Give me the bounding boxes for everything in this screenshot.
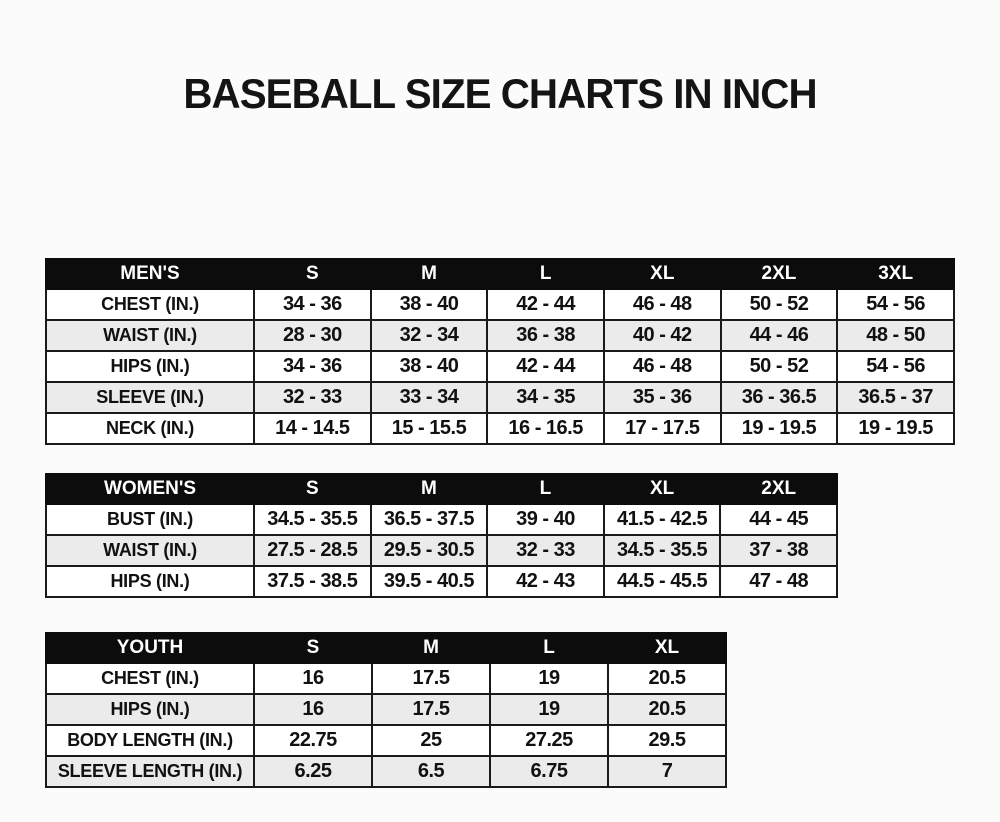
value-cell: 17.5 — [372, 694, 490, 725]
header-row — [46, 474, 837, 504]
value-cell: 19 — [490, 663, 608, 694]
value-cell: 54 - 56 — [837, 289, 954, 320]
value-cell: 44 - 45 — [720, 504, 837, 535]
value-cell: 14 - 14.5 — [254, 413, 371, 444]
header-row — [46, 633, 726, 663]
size-header-cell: 2XL — [720, 474, 837, 504]
value-cell: 34.5 - 35.5 — [254, 504, 371, 535]
value-cell: 22.75 — [254, 725, 372, 756]
value-cell: 36.5 - 37.5 — [371, 504, 488, 535]
table-row — [46, 289, 954, 320]
value-cell: 17.5 — [372, 663, 490, 694]
value-cell: 29.5 — [608, 725, 726, 756]
value-cell: 50 - 52 — [721, 289, 838, 320]
value-cell: 46 - 48 — [604, 289, 721, 320]
row-label-cell: BUST (IN.) — [46, 504, 254, 535]
size-header-cell: S — [254, 259, 371, 289]
value-cell: 34 - 36 — [254, 289, 371, 320]
value-cell: 25 — [372, 725, 490, 756]
size-header-cell: XL — [604, 474, 721, 504]
row-label-cell: HIPS (IN.) — [46, 694, 254, 725]
page-title: BASEBALL SIZE CHARTS IN INCH — [183, 70, 817, 117]
size-header-cell: 3XL — [837, 259, 954, 289]
value-cell: 44.5 - 45.5 — [604, 566, 721, 597]
row-label-cell: HIPS (IN.) — [46, 351, 254, 382]
row-label-cell: SLEEVE LENGTH (IN.) — [46, 756, 254, 787]
size-header-cell: L — [487, 474, 604, 504]
row-label-cell: CHEST (IN.) — [46, 663, 254, 694]
row-label-cell: WAIST (IN.) — [46, 535, 254, 566]
value-cell: 40 - 42 — [604, 320, 721, 351]
value-cell: 29.5 - 30.5 — [371, 535, 488, 566]
row-label-cell: BODY LENGTH (IN.) — [46, 725, 254, 756]
value-cell: 39.5 - 40.5 — [371, 566, 488, 597]
size-header-cell: M — [371, 259, 488, 289]
header-row — [46, 259, 954, 289]
row-label-cell: NECK (IN.) — [46, 413, 254, 444]
table-row — [46, 566, 837, 597]
size-header-cell: L — [487, 259, 604, 289]
table-title-cell: WOMEN'S — [46, 474, 254, 504]
size-table-mens — [45, 258, 955, 445]
value-cell: 20.5 — [608, 694, 726, 725]
value-cell: 19 — [490, 694, 608, 725]
size-header-cell: S — [254, 474, 371, 504]
value-cell: 47 - 48 — [720, 566, 837, 597]
value-cell: 28 - 30 — [254, 320, 371, 351]
value-cell: 16 — [254, 663, 372, 694]
value-cell: 16 - 16.5 — [487, 413, 604, 444]
value-cell: 27.25 — [490, 725, 608, 756]
value-cell: 6.75 — [490, 756, 608, 787]
size-header-cell: L — [490, 633, 608, 663]
size-header-cell: XL — [608, 633, 726, 663]
value-cell: 54 - 56 — [837, 351, 954, 382]
value-cell: 32 - 34 — [371, 320, 488, 351]
value-cell: 33 - 34 — [371, 382, 488, 413]
value-cell: 42 - 43 — [487, 566, 604, 597]
table-row — [46, 535, 837, 566]
value-cell: 37 - 38 — [720, 535, 837, 566]
table-row — [46, 320, 954, 351]
value-cell: 34 - 35 — [487, 382, 604, 413]
value-cell: 42 - 44 — [487, 289, 604, 320]
value-cell: 36 - 36.5 — [721, 382, 838, 413]
row-label-cell: WAIST (IN.) — [46, 320, 254, 351]
size-chart-page — [0, 70, 1000, 822]
row-label-cell: HIPS (IN.) — [46, 566, 254, 597]
table-row — [46, 504, 837, 535]
value-cell: 46 - 48 — [604, 351, 721, 382]
table-row — [46, 694, 726, 725]
value-cell: 34 - 36 — [254, 351, 371, 382]
value-cell: 37.5 - 38.5 — [254, 566, 371, 597]
size-header-cell: 2XL — [721, 259, 838, 289]
value-cell: 38 - 40 — [371, 351, 488, 382]
value-cell: 44 - 46 — [721, 320, 838, 351]
size-header-cell: XL — [604, 259, 721, 289]
value-cell: 16 — [254, 694, 372, 725]
size-tables-container — [45, 258, 955, 788]
value-cell: 6.5 — [372, 756, 490, 787]
table-row — [46, 382, 954, 413]
value-cell: 17 - 17.5 — [604, 413, 721, 444]
value-cell: 20.5 — [608, 663, 726, 694]
size-table-youth — [45, 632, 727, 788]
value-cell: 7 — [608, 756, 726, 787]
value-cell: 19 - 19.5 — [837, 413, 954, 444]
table-row — [46, 413, 954, 444]
row-label-cell: SLEEVE (IN.) — [46, 382, 254, 413]
table-title-cell: YOUTH — [46, 633, 254, 663]
value-cell: 35 - 36 — [604, 382, 721, 413]
size-table-womens — [45, 473, 838, 598]
value-cell: 50 - 52 — [721, 351, 838, 382]
value-cell: 36 - 38 — [487, 320, 604, 351]
value-cell: 32 - 33 — [487, 535, 604, 566]
table-row — [46, 725, 726, 756]
value-cell: 41.5 - 42.5 — [604, 504, 721, 535]
size-header-cell: S — [254, 633, 372, 663]
size-header-cell: M — [372, 633, 490, 663]
value-cell: 19 - 19.5 — [721, 413, 838, 444]
value-cell: 39 - 40 — [487, 504, 604, 535]
row-label-cell: CHEST (IN.) — [46, 289, 254, 320]
table-row — [46, 756, 726, 787]
table-row — [46, 351, 954, 382]
table-row — [46, 663, 726, 694]
value-cell: 27.5 - 28.5 — [254, 535, 371, 566]
size-header-cell: M — [371, 474, 488, 504]
value-cell: 6.25 — [254, 756, 372, 787]
value-cell: 48 - 50 — [837, 320, 954, 351]
table-title-cell: MEN'S — [46, 259, 254, 289]
value-cell: 36.5 - 37 — [837, 382, 954, 413]
value-cell: 32 - 33 — [254, 382, 371, 413]
value-cell: 34.5 - 35.5 — [604, 535, 721, 566]
value-cell: 15 - 15.5 — [371, 413, 488, 444]
value-cell: 42 - 44 — [487, 351, 604, 382]
value-cell: 38 - 40 — [371, 289, 488, 320]
